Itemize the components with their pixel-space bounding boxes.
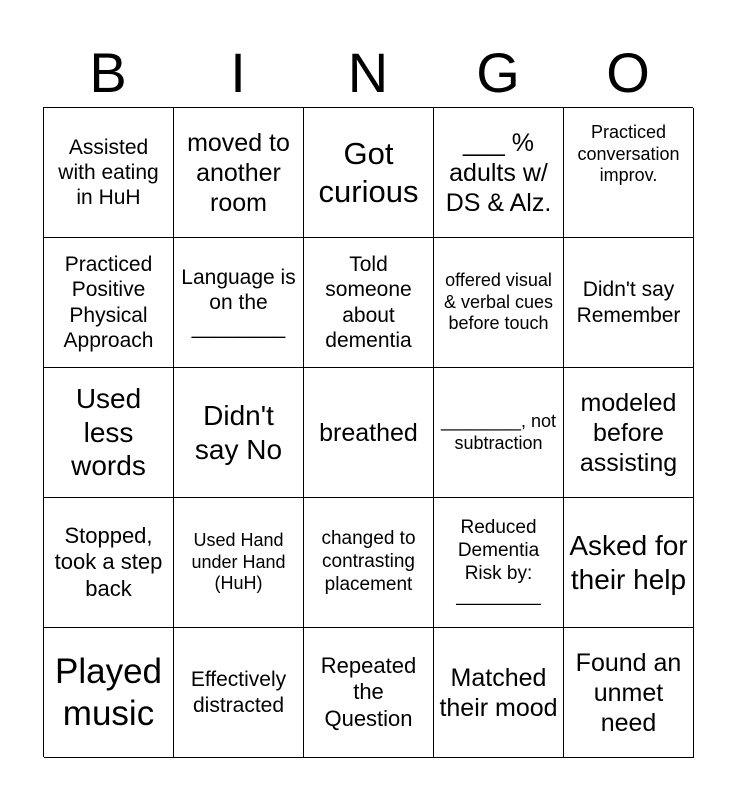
cell-text: Told someone about dementia	[325, 253, 412, 352]
cell-text: Played music	[54, 651, 163, 733]
cell-text: Matched their mood	[439, 663, 558, 722]
header-letter-n: N	[347, 41, 389, 104]
cell-text: moved to another room	[187, 128, 290, 217]
cell-text: Didn't say Remember	[576, 278, 681, 327]
cell-text: modeled before assisting	[579, 388, 678, 477]
bingo-cell[interactable]	[304, 498, 434, 628]
bingo-cell[interactable]	[44, 238, 174, 368]
bingo-cell[interactable]	[564, 238, 694, 368]
bingo-cell[interactable]	[44, 628, 174, 758]
bingo-board	[43, 107, 693, 757]
header-letter-o: O	[606, 41, 650, 104]
cell-text: Effectively distracted	[190, 668, 287, 717]
bingo-cell[interactable]	[44, 368, 174, 498]
bingo-cell[interactable]	[434, 238, 564, 368]
cell-text: Got curious	[318, 136, 419, 209]
bingo-header	[43, 40, 693, 106]
bingo-cell[interactable]	[44, 498, 174, 628]
cell-text: Asked for their help	[569, 529, 688, 595]
bingo-cell[interactable]	[44, 108, 174, 238]
bingo-cell[interactable]	[174, 108, 304, 238]
cell-text: Stopped, took a step back	[54, 522, 163, 601]
cell-text: Assisted with eating in HuH	[58, 135, 159, 210]
bingo-cell[interactable]	[434, 108, 564, 238]
header-letter-i: I	[230, 41, 246, 104]
cell-text: Found an unmet need	[575, 648, 682, 737]
cell-text: Used less words	[71, 383, 146, 482]
cell-text: ________, not subtraction	[440, 410, 557, 453]
bingo-cell[interactable]	[174, 238, 304, 368]
bingo-cell[interactable]	[304, 628, 434, 758]
bingo-cell[interactable]	[564, 368, 694, 498]
header-letter-b: B	[89, 41, 127, 104]
cell-text: ___ % adults w/ DS & Alz.	[445, 128, 552, 217]
header-letter-g: G	[476, 41, 520, 104]
cell-text: offered visual & verbal cues before touch	[443, 270, 554, 334]
cell-text: Practiced Positive Physical Approach	[63, 253, 154, 352]
bingo-cell[interactable]	[434, 498, 564, 628]
cell-text: Language is on the ________	[181, 265, 296, 340]
bingo-cell[interactable]	[564, 108, 694, 238]
bingo-cell[interactable]	[434, 368, 564, 498]
cell-text: Practiced conversation improv.	[577, 122, 680, 186]
bingo-cell[interactable]	[564, 498, 694, 628]
bingo-cell[interactable]	[174, 628, 304, 758]
cell-text: Reduced Dementia Risk by: ________	[456, 516, 541, 607]
bingo-cell[interactable]	[434, 628, 564, 758]
cell-text: Didn't say No	[194, 399, 283, 465]
bingo-cell[interactable]	[304, 368, 434, 498]
cell-text: breathed	[319, 418, 418, 447]
cell-text: changed to contrasting placement	[321, 528, 416, 595]
bingo-cell[interactable]	[304, 108, 434, 238]
bingo-cell[interactable]	[174, 498, 304, 628]
bingo-cell[interactable]	[174, 368, 304, 498]
cell-text: Repeated the Question	[320, 652, 417, 731]
bingo-cell[interactable]	[564, 628, 694, 758]
cell-text: Used Hand under Hand (HuH)	[191, 530, 286, 594]
bingo-cell[interactable]	[304, 238, 434, 368]
